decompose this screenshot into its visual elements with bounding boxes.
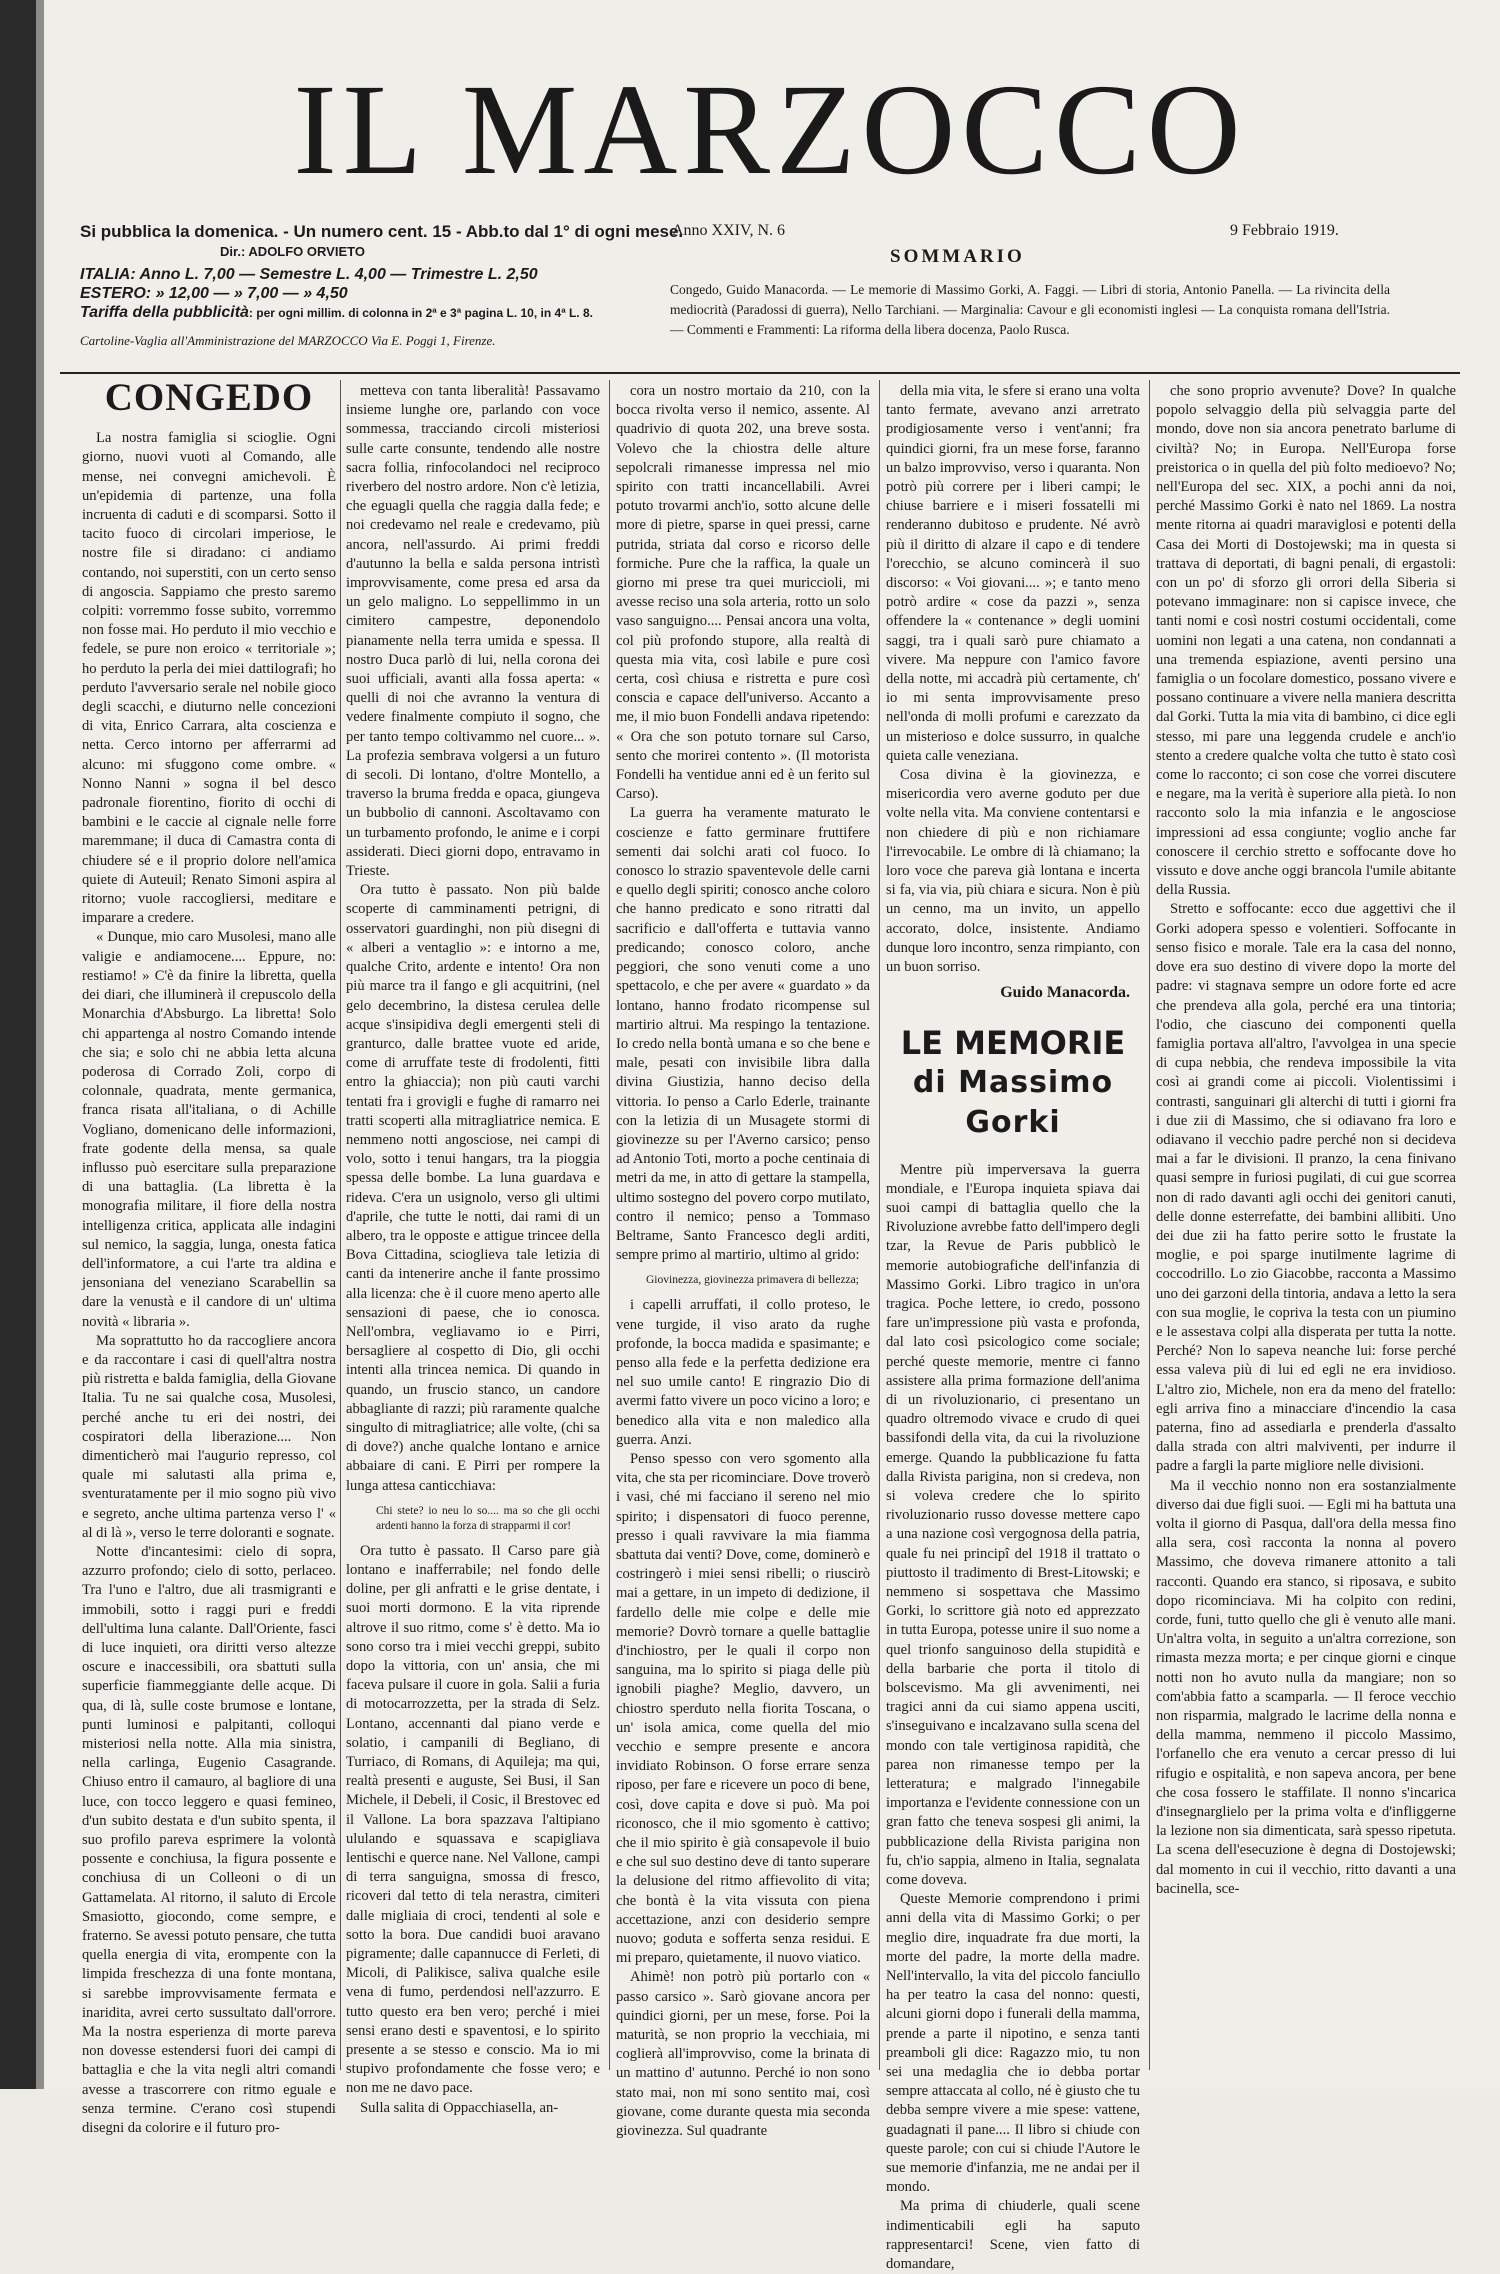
paragraph: Ora tutto è passato. Non più balde scoperte di camminamenti petrigni, di osservatori guardinghi, non più disegni di « alberi a ventaglio »: e intorno a me, qualche Crito, ardente e intento! Ora non più marce tra il fango e gli acquitrini, (nel gelo decembrino, la distesa cerulea delle acque s'insipidiva degli emergenti steli di granturco, dalle brattee vuote ed aride, come di arruffate teste di frodolenti, fitti entro la ghiaccia); non più cauti varchi tentati fra i grovigli e fughe di ramarro nei tratti scoperti alla mitragliatrice nemica. E nemmeno notti angosciose, nei campi di volo, sotto i tenui hangars, tra la pioggia spessa delle bombe. La luna guardava e rideva. C'era un usignolo, verso gli ultimi d'aprile, che tutte le notti, dai rami di un albero, tra le opposte e attigue trincee della Bova Cittadina, scioglieva tale letizia di canti da intenerire anche il fante prossimo alla licenza: che è il cuore meno aperto alle sensazioni di paese, che io conosca. Nell'ombra, vegliavamo io e Pirri, bersagliere al cospetto di Dio, gli occhi intenti alla trincea nemica. Di quando in quando, un fruscio stanco, un candore abbagliante di razzi; più raramente qualche singulto di mitragliatrice; alle volte, (chi sa di dove?) anche qualche lontano e arnice abbaiare di cani. E Pirri per rompere la lunga attesa canticchiava:: [346, 882, 600, 1494]
paragraph: Sulla salita di Oppacchiasella, an-: [360, 2099, 559, 2116]
paragraph: Ahimè! non potrò più portarlo con « passo carsico ». Sarò giovane ancora per quindici giorni, per un mese, forse. Poi la maturità, se non proprio la vecchiaia, mi coglierà all'improvviso, come la brinata di un mattino d' autunno. Perché io non sono stato mai, non mi sono sentito mai, così giovane, come durante questa mia seconda giovinezza. Sul quadrante: [616, 1969, 870, 2140]
masthead-title: IL MARZOCCO: [293, 58, 1247, 202]
paragraph: cora un nostro mortaio da 210, con la bocca rivolta verso il nemico, assente. Al quadrivio di quota 202, una breve sosta. Volevo che la chiostra delle alture sepolcrali rimanesse impressa nel mio spirito con tratti incancellabili. Avrei potuto trovarmi anch'io, sotto alcune delle more di pietre, sparse in quei pressi, carne putrida, striata dal corso e ricorso delle formiche. Pure che la raffica, la quale un giorno mi prese tra quei muriccioli, mi avesse reciso una sola arteria, rotto un solo vaso sanguigno.... Pensai ancora una volta, col più profondo stupore, alla realtà di questa mia vita, così labile e pure così certa, così chiusa e ristretta e pure così conscia e capace dell'universo. Accanto a me, il mio buon Fondelli andava ripetendo: « Ora che son potuto tornare sul Carso, sento che morirei contento ». (Il motorista Fondelli ha ventidue anni ed è un ferito sul Carso).: [616, 383, 870, 803]
paragraph: Notte d'incantesimi: cielo di sopra, azzurro profondo; cielo di sotto, perlaceo. Tra l'uno e l'altro, due ali trasmigranti e immobili, sotto i raggi puri e freddi dell'ultima luna calante. Dall'Oriente, fasci di luce inquieti, ora diritti verso altezze oscure e inaccessibili, ora sbattuti sulla superficie fiammeggiante delle acque. Di qua, di là, sulle coste brumose e lontane, punti luminosi e palpitanti, colloqui misteriosi nella notte. Alla mia sinistra, nella carlinga, Eugenio Casagrande. Chiuso entro il camauro, al bagliore di una luce, con tocco leggero e quasi femineo, d'un subito destata e d'un subito spenta, il suo profilo pareva esprimere la volontà possente e conchiusa, la figura possente e conchiusa di un Colleoni o di un Gattamelata. Al ritorno, il saluto di Ercole Smasiotto, giocondo, come sempre, e fraterno. Se avessi potuto pensare, che tutta quella energia di vita, erompente con la limpida freschezza di una fonte montana, si sarebbe improvvisamente fermata e inaridita, avrei certo sussultato dall'orrore. Ma la nostra esperienza di morte pareva non dovesse estendersi fuori dei campi di battaglia e che la vita negli altri comandi avesse a trascorrere con ritmo eguale e senza termine. C'erano così stupendi disegni da colorire e il futuro pro-: [82, 1543, 336, 2137]
heading-line: di Massimo Gorki: [912, 1064, 1114, 1140]
column-5: [1156, 382, 1456, 2077]
column-divider: [879, 380, 880, 2070]
poem-quote: Chi stete? io neu lo so.... ma so che gli occhi ardenti hanno la forza di strapparmi il cor!: [376, 1504, 600, 1532]
binding-edge: [0, 0, 36, 2089]
paragraph: Cosa divina è la giovinezza, e misericordia vero averne goduto per due volte nella vita. Ma conviene contentarsi e non chiedere di più e non richiamare l'irrevocabile. Le ombre di là chiamano; la loro voce che pareva già lontana e incerta si fa, via via, più chiara e sicura. Non è più un cenno, ma un invito, un appello accorato, dolce, insistente. Andiamo dunque loro incontro, senza rimpianto, con un buon sorriso.: [886, 767, 1140, 976]
header-rule: [60, 372, 1460, 374]
paragraph: Ma prima di chiuderle, quali scene indimenticabili egli ha saputo rappresentarci! Scene, vien fatto di domandare,: [886, 2198, 1140, 2273]
issue-date: 9 Febbraio 1919.: [1230, 222, 1339, 239]
publication-frequency: Si pubblica la domenica. - Un numero cent. 15 - Abb.to dal 1° di ogni mese.: [80, 222, 684, 241]
heading-line: LE MEMORIE: [900, 1023, 1126, 1062]
column-2: [346, 382, 600, 2116]
issue-number: Anno XXIV, N. 6: [672, 222, 786, 239]
author-signature: Guido Manacorda.: [1000, 984, 1130, 1002]
postal-address: Cartoline-Vaglia all'Amministrazione del MARZOCCO Via E. Poggi 1, Firenze.: [80, 333, 496, 348]
column-1: [82, 376, 336, 2137]
paragraph: Queste Memorie comprendono i primi anni della vita di Massimo Gorki; o per meglio dire, inquadrate fra due morti, la morte del padre, la morte della madre. Nell'intervallo, la vita del piccolo fanciullo ha per teatro la casa del nonno: questi, alcuni giorni dopo i funerali della mamma, prende a parte il nipotino, e senza tanti preamboli gli dice: Ragazzo mio, tu non sei una medaglia che io debba portar sempre attaccata al collo, né è giusto che tu debba sempre vivere a mie spese: vattene, guadagnati il pane.... Il libro si chiude con queste parole; con cui si chiude l'Autore le sue memorie d'infanzia, me ne andai per il mondo.: [886, 1891, 1140, 2196]
paragraph: Penso spesso con vero sgomento alla vita, che sta per ricominciare. Dove troverò i vasi, ché mi facciano il sereno nel mio spirito; i dispensatori di fuoco perenne, presso i quali ravvivare la mia fiamma sbattuta dai venti? Dove, come, dominerò e costringerò i miei sensi ribelli; o riuscirò mai a gettare, in un impeto di dedizione, il fardello delle mie colpe e delle mie memorie? Dovrò tornare a quelle battaglie d'inchiostro, per le quali il corpo non sanguina, ma lo spirito si piaga delle più ignobili piaghe? Meglio, davvero, un chiostro sperduto nella fiorita Toscana, o un' isola amica, come quella del mio vecchio e sempre presente e ancora invidiato Robinson. O forse errare senza riposo, per fare e ricevere un poco di bene, così, dove capita e dove si può. Ma poi riconosco, che il mio sgomento è cattivo; che il mio spirito è già consapevole il buio e che sul suo destino deve di tanto superare la delusione del ritmo affievolito di vita; che bontà è la vita vissuta con piena accettazione, anzi con desiderio sempre nuovo; goduta e sofferta senza residui. E mi preparo, quietamente, il nuovo viatico.: [616, 1450, 870, 1967]
column-4: [886, 382, 1140, 2273]
paragraph: metteva con tanta liberalità! Passavamo insieme lunghe ore, parlando con voce sommessa, tracciando circoli misteriosi sulle carte consunte, tendendo alle nostre sacra follia, rinfocolandoci nel reciproco riverbero del nostro ardore. Non c'è letizia, che eguagli quella che raggia dalla fede; e noi credevamo nel reale e credevamo, più ancora, nell'assurdo. Ai primi freddi d'autunno la bella e salda persona intristì improvvisamente, come presa ed arsa da un gelo maligno. Lo seppellimmo in un cimitero campestre, deponendolo pianamente nella terra umida e spessa. Il nostro Duca parlò di lui, nella corona dei suoi ufficiali, avanti alla fossa aperta: « quelli di noi che avranno la ventura di vedere finalmente compiuto il sogno, che per tanto tempo coltivammo nel cuore... ». La profezia sembrava volgersi a un futuro di secoli. Di lontano, d'oltre Montello, a traverso la bruma fredda e opaca, giungeva un bubbolio di cannoni. Ascoltavamo con un turbamento profondo, le anime e i corpi assiderati. Dieci giorni dopo, entravamo in Trieste.: [346, 383, 600, 880]
paragraph: della mia vita, le sfere si erano una volta tanto fermate, avevano anzi arretrato prodigiosamente verso i vent'anni; fra quindici giorni, fra un mese forse, faranno un balzo improvviso, verso i quaranta. Non potrò più correre per i liberi campi; le chiuse barriere e i miseri fossatelli mi renderanno dubitoso e prudente. Né avrò più il diritto di alzare il capo e di tendere l'orecchio, se alcuno comincerà il suo discorso: « Voi giovani.... »; e tanto meno potrò ardire « cose da pazzi », senza offendere la « contenance » degli uomini saggi, tra i quali sarò pure chiamato a vivere. Ma neppure con l'amico favore della notte, mi accadrà più certamente, ch' io mi senta improvvisamente preso nell'onda di molli profumi e carezzato da un misterioso e dolce sussurro, in qualche quieta calle veneziana.: [886, 383, 1140, 764]
paragraph: « Dunque, mio caro Musolesi, mano alle valigie e andiamocene.... Eppure, no: restiamo! » C'è da finire la libretta, quella dei diari, che illuminerà il crepuscolo della Monarchia d'Absburgo. La libretta! Solo chi appartenga al nostro Comando intende che sia; e solo chi ne abbia letta alcuna poderosa di Corrado Zoli, corpo di colonnale, quadrata, mente germanica, franca risata all'italiana, o di Achille Vogliano, domenicano delle informazioni, frate godente della mensa, sa quale influsso può esercitare sulla preparazione di una battaglia. (La libretta è la monografia militare, il fiore della nostra intelligenza critica, applicata alle indagini sul nemico, la saggia, lunga, onesta fatica dell'informatore, a cui l'arte tra aldina e jensoniana del veneziano Scarabellin sa dare la venustà e il candore di un' ultima novità « libraria ».: [82, 929, 336, 1330]
paragraph: Mentre più imperversava la guerra mondiale, e l'Europa inquieta spiava dai suoi campi di battaglia quello che la Rivoluzione avrebbe fatto dell'impero degli tzar, la Revue de Paris pubblicò le memorie autobiografiche dell'infanzia di Massimo Gorki. Libro tragico in un'ora tragica. Poche lettere, io credo, possono fare un'impressione più vasta e profonda, dal lato così psicologico come sociale; perché queste memorie, mentre ci fanno assistere alla prima formazione dell'anima di un rivoluzionario, ci presentano un quadro oltremodo vivace e crudo di quei bassifondi della vita, da cui la rivoluzione emerge. Quando la pubblicazione fu fatta dalla Rivista parigina, non si credeva, non si voleva credere che lo spirito rivoluzionario russo dovesse mettere capo a una nazione così vergognosa della patria, quale fu nei principî del 1918 il trattato o piuttosto il tradimento di Brest-Litowski; e nemmeno si sospettava che Massimo Gorki, lo scrittore già noto ed apprezzato in tutta Europa, potesse unire il suo nome a quel trionfo sanguinoso della stupidità e della barbarie che porta il titolo di bolscevismo. Ma gli avvenimenti, nei tragici anni da cui siamo appena usciti, s'inseguivano e incalzavano sulla scena del mondo con tale vertiginosa rapidità, che parea non rimanesse tempo per la letteratura; e malgrado l'innegabile importanza e l'evidente connessione con un gran fatto che teneva sospesi gli animi, la pubblicazione della Rivista parigina non fu, ch'io sappia, almeno in Italia, segnalata come doveva.: [886, 1161, 1140, 1889]
column-divider: [340, 380, 341, 2070]
paragraph: che sono proprio avvenute? Dove? In qualche popolo selvaggio della più selvaggia parte del mondo, dove non sia ancora penetrato barlume di civiltà? No; in Europa. Nell'Europa forse preistorica o in quella del più folto medioevo? No; nell'Europa del sec. XIX, a pochi anni da noi, perché Massimo Gorki è nato nel 1869. La nostra mente ritorna ai quadri maraviglosi e potenti della Casa dei Morti di Dostojewski; ma in questa si trattava di deportati, di bagni penali, di ergastoli: con un po' di sforzo gli orrori della Siberia si potevano immaginare: non si capisce invece, che tanti nomi e così nostri costumi occidentali, come uomini non legati a una catena, non condannati a una tremenda espiazione, aventi persino una famiglia o un focolare domestico, possano vivere e possano continuare a vivere nella maniera descritta dal Gorki. Tutta la mia vita di bambino, ci dice egli stesso, mi pare una leggenda crudele e anch'io stento a credere qualche volta che tutto è stato così come lo racconto; ci son cose che vorrei discutere e negare, ma la verità è superiore alla pietà. Io non racconto solo la mia infanzia e le angosciose impressioni ad essa congiunte; voglio anche far conoscere il cerchio stretto e soffocante dove ho vissuto e dove anche oggi brancola l'umile abitante della Russia.: [1156, 383, 1456, 899]
price-estero: ESTERO: » 12,00 — » 7,00 — » 4,50: [80, 285, 348, 302]
contents-title: SOMMARIO: [890, 246, 1025, 267]
binding-edge-shadow: [36, 0, 44, 2089]
paragraph: i capelli arruffati, il collo proteso, le vene turgide, il viso arato da rughe profonde, la bocca madida e spasimante; e penso alla fede e la perfetta dedizione era nel suo umile canto! E ringrazio Dio di avermi fatto vivere un poco vicino a loro; e benedico alla vita e non maledico alla guerra. Anzi.: [616, 1297, 870, 1448]
column-3: [616, 382, 870, 2140]
column-divider: [1149, 380, 1150, 2070]
advertising-rates: [80, 303, 600, 323]
paragraph: Ma soprattutto ho da raccogliere ancora e da raccontare i casi di quell'altra nostra più ristretta e balda famiglia, della Giovane Italia. Tu ne sai qualche cosa, Musolesi, perché anche tu eri dei nostri, dei cospiratori della liberazione.... Non dimenticherò mai l'augurio represso, col quale mi salutasti alla prima e, sventuratamente per il mio sogno più vivo e segreto, anche ultima partenza verso l' « al di là », verso le terre doloranti e sognate.: [82, 1332, 336, 1541]
advertising-rates-label: Tariffa della pubblicità: [80, 304, 249, 321]
article-heading-memorie: [886, 1023, 1140, 1143]
advertising-rates-detail: : per ogni millim. di colonna in 2ª e 3ª pagina L. 10, in 4ª L. 8.: [248, 306, 593, 320]
poem-quote: Giovinezza, giovinezza primavera di bellezza;: [646, 1274, 859, 1287]
paragraph: Ma il vecchio nonno non era sostanzialmente diverso dai due figli suoi. — Egli mi ha battuta una volta il giorno di Pasqua, dall'ora della messa fino alla sera, così racconta la nonna al povero Massimo, che doveva rimanere attonito a tali racconti. Quando era stanco, si riposava, e subito dopo ricominciava. Mi ha colpito con redini, corde, funi, tutto quello che gli è venuto alle mani. Un'altra volta, in seguito a un'altra correzione, son rimasta mezza morta; e per cinque giorni e cinque notti non ho avuto nulla da mangiare; non so com'abbia fatto a scamparla. — Il feroce vecchio non risparmia, malgrado le lacrime della nonna e della mamma, nemmeno il piccolo Massimo, l'orfanello che era venuto a cercar presso di lui rifugio e ospitalità, e non sapeva ancora, per bene che cosa fossero le staffilate. Il nonno s'incarica d'insegnarglielo per la prima volta e d'infliggerne la lezione non sia dimenticata, sarà spesso ripetuta. La scena dell'esecuzione è degna di Dostojewski; dal momento in cui il vecchio, ritto davanti a una bacinella, sce-: [1156, 1477, 1456, 1897]
paragraph: La guerra ha veramente maturato le coscienze e fatto germinare fruttifere sementi dai solchi arati col fuoco. Io conosco lo strazio spaventevole delle carni e quello degli spiriti; conosco anche coloro che hanno predicato e sono ritratti dal sacrificio e dall'offerta e tuttavia vanno predicando; conosco coloro, anche peggiori, che sono venuti come a uno spettacolo, e che per avere « guardato » da lontano, hanno frodato ricompense sul martirio altrui. Ma respingo la tentazione. Io credo nella bontà umana e so che bene e male, pesati con invisibile libra dalla divina Giustizia, hanno deciso della vittoria. Io penso a Carlo Ederle, trainante con la letizia di un Musagete stormi di giovinezze su per l'Averno carsico; penso ad Antonio Toti, morto a poche centinaia di metri da me, in atto di gettare la stampella, ultimo sostegno del povero corpo mutilato, contro il nemico; penso a Tommaso Beltrame, Santo Francesco degli arditi, sempre primo al martirio, ultimo al grido:: [616, 805, 870, 1264]
publication-director: Dir.: ADOLFO ORVIETO: [220, 244, 365, 259]
column-divider: [609, 380, 610, 2070]
contents-text: Congedo, Guido Manacorda. — Le memorie di Massimo Gorki, A. Faggi. — Libri di storia, Antonio Panella. — La rivincita della mediocrità (Paradossi di guerra), Nello Tarchiani. — Marginalia: Cavour e gli economisti inglesi — La conquista romana dell'Istria. — Commenti e Frammenti: La riforma della libera docenza, Paolo Rusca.: [670, 282, 1390, 337]
publication-info: [80, 222, 684, 349]
paragraph: Stretto e soffocante: ecco due aggettivi che il Gorki adopera spesso e volentieri. Soffocante in senso fisico e morale. Tale era la casa del nonno, dove era suo destino di vivere dopo la morte del padre: vi stagnava sempre un odore forte ed acre che prendeva alla gola, perché era una tintoria; l'odio, che ciascuno dei componenti quella famiglia portava all'altro, l'avvolgea in una specie di cupa nebbia, che rendeva impossibile la vita così ai grandi come ai piccoli. Violentissimi i contrasti, sanguinari gli alterchi di tutti i giorni fra i due zii di Massimo, che si odiavano fra loro e odiavano il vecchio padre perché non si decideva mai a far le divisioni. Il pranzo, la cena finivano quasi sempre in furiosi pugilati, di cui gue scorrea non di rado davanti agli occhi dei genitori canuti, delle donne esterrefatte, dei bambini allibiti. Uno dei due zii ha fatto perire sotto le frustate la moglie, e poi sparge inutilmente lagrime di coccodrillo. Lo zio Giacobbe, racconta a Massimo uno dei garzoni della tintoria, andava a letto la sera con sua moglie, le copriva la testa con un piumino e le assestava colpi alla disperata per tutta la notte. Perché? Non lo sapeva neanche lui: forse perché essa valeva più di lui ed egli ne era invidioso. L'altro zio, Michele, non era da meno del fratello: egli arriva fino a minacciare d'incendio la casa paterna, fino ad assediarla e prenderla d'assalto dalla strada con altri malviventi, per indurre il padre a fargli la parte migliore nelle divisioni.: [1156, 901, 1456, 1475]
article-heading-congedo: CONGEDO: [104, 376, 314, 419]
paragraph: La nostra famiglia si scioglie. Ogni giorno, nuovi vuoti al Comando, alle mense, nei convegni amichevoli. È un'epidemia di partenze, una folla incruenta di caduti e di scomparsi. Sotto il tacito fuoco di circolari imperiose, le nostre file si diradano: ci andiamo contando, noi superstiti, con un certo senso di angoscia. Sappiamo che presto saremo colpiti: vorremmo fosse subito, vorremmo non fosse mai. Ho perduto il mio vecchio e fedele, se pure non eroico « territoriale »; ho perduto la perla dei miei dattilografi; ho perduto l'avversario serale nel nobile gioco degli scacchi, e diuturno nelle concezioni di vita, Enrico Carrara, alta coscienza e netta. Cerco intorno per afferrarmi ad alcuno: mi sfuggono come ombre. « Nonno Nanni » sogna il bel desco padronale fiorentino, fiorito di occhi di bambini e le caccie al cignale nelle forre maremmane; il duca di Camastra conta di chiudere sé e il proprio dolore nell'amica quiete di Auteuil; Renato Simoni aspira al ritorno; vuole raccogliersi, meditare e imparare a credere.: [82, 430, 336, 927]
paragraph: Ora tutto è passato. Il Carso pare già lontano e inafferrabile; nel fondo delle doline, per gli anfratti e le grise dentate, i suoi morti dormono. E la vita riprende altrove il suo ritmo, come s' è detto. Ma io sono corso tra i miei vecchi greppi, subito dopo la vittoria, con un' ansia, che mi faceva pulsare il cuore in gola. Salii a furia di motocarrozzetta, per la strada di Selz. Lontano, accennanti dal piano verde e solatio, i campanili di Begliano, di Turriaco, di Romans, di Aquileja; ma qui, realtà presenti e auguste, Sei Busi, il San Michele, il Debeli, il Cosic, il Brestovec ed il Vallone. La bora spazzava l'altipiano ululando e squassava e scapigliava lentischi e querce nane. Nel Vallone, campi di terra sanguigna, smossa di fresco, ricoveri dal tetto di tela nerastra, cimiteri dalle migliaia di croci, tendenti al sole e sotto la bora. Due candidi buoi aravano pigramente; dalle capannucce di Ferleti, di Micoli, di Palikisce, saliva qualche esile vena di fumo, perdendosi nell'azzurro. E tutto questo era ben vero; perché i miei sensi erano desti e spaventosi, e lo spirito presente a se stesso e conscio. Ma io mi stupivo profondamente che fosse vero; e non me ne davo pace.: [346, 1542, 600, 2097]
price-italia: ITALIA: Anno L. 7,00 — Semestre L. 4,00 — Trimestre L. 2,50: [80, 266, 538, 283]
